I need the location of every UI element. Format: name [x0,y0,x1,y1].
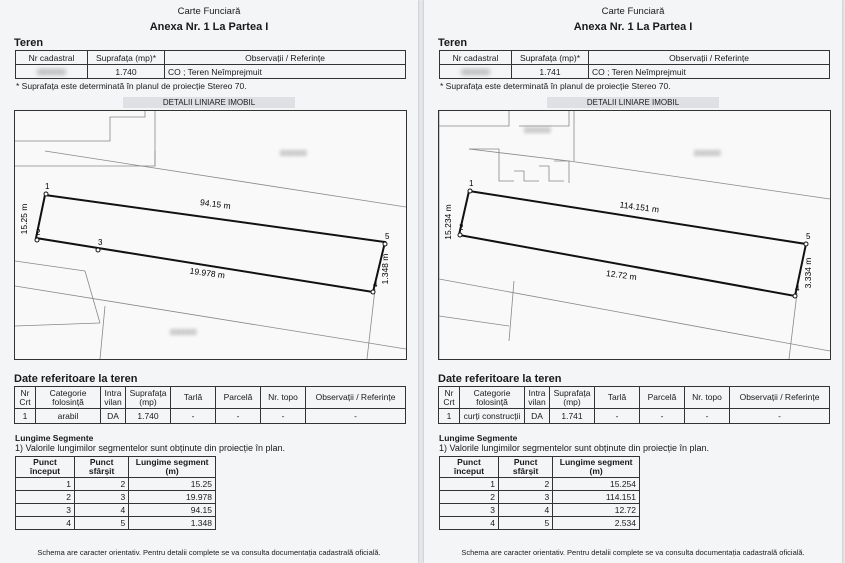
table-row [16,517,216,530]
ref-table-header [439,387,830,409]
segment-length-label: 1.348 m [380,253,390,285]
ref-header-0: Nr Crt [439,387,460,409]
segments-cell: 4 [74,504,128,517]
teren-title: Teren [14,37,44,49]
ref-header-6: Nr. topo [685,387,730,409]
ref-cell-3: 1.740 [126,409,171,424]
ref-cell-0: 1 [15,409,36,424]
segments-cell: 4 [16,517,75,530]
teren-nr-cadastral: 000000 [16,65,88,79]
footer-note: Schema are caracter orientativ. Pentru detalii complete se va consulta documentația cadastrală oficială. [37,548,381,557]
neighbor-id-1: 000000 [280,149,307,158]
parcel-plan-svg [15,111,406,359]
segments-header-cell: Punct sfârșit [74,457,128,478]
vertex-marker [793,294,797,298]
teren-suprafata: 1.741 [512,65,589,79]
segments-cell: 3 [16,504,75,517]
table-row [440,478,640,491]
segments-cell: 15.25 [129,478,216,491]
vertex-marker [35,238,39,242]
ref-table [14,386,406,424]
ref-title: Date referitoare la teren [438,373,562,385]
segment-length-label: 3.334 m [803,257,813,289]
segment-length-label: 19.978 m [189,265,226,281]
segments-cell: 19.978 [129,491,216,504]
table-row [16,491,216,504]
ref-cell-2: DA [101,409,126,424]
segments-cell: 2 [498,478,552,491]
seg-title: Lungime Segmente [15,433,94,443]
vertex-label: 5 [806,232,811,241]
plan-label-text: DETALII LINIARE IMOBIL [547,97,719,108]
segments-header-cell: Punct început [16,457,75,478]
vertex-marker [468,189,472,193]
document-page-left [0,0,418,563]
seg-note: 1) Valorile lungimilor segmentelor sunt obținute din proiecție în plan. [15,443,285,453]
doc-subtitle: Anexa Nr. 1 La Partea I [149,21,269,33]
segments-cell: 2 [74,478,128,491]
doc-header: Carte Funciară [177,6,241,17]
vertex-label: 3 [98,238,103,247]
vertex-label: 1 [469,179,474,188]
ref-cell-5: - [640,409,685,424]
teren-observatii: CO ; Teren Neîmprejmuit [589,65,830,79]
segments-header-cell: Punct început [440,457,499,478]
seg-title: Lungime Segmente [439,433,518,443]
parcel-plan [438,110,831,360]
vertex-label: 2 [36,228,41,237]
ref-cell-6: - [685,409,730,424]
ref-header-3: Suprafața (mp) [126,387,171,409]
segments-table [15,456,216,530]
table-row [16,478,216,491]
ref-table-header [15,387,406,409]
neighbor-id-1: 000000 [524,126,551,135]
ref-header-0: Nr Crt [15,387,36,409]
parcel-plan [14,110,407,360]
segments-cell: 94.15 [129,504,216,517]
segments-cell: 114.151 [553,491,640,504]
vertex-label: 4 [795,284,800,293]
ref-cell-1: curți construcții [460,409,525,424]
ref-cell-7: - [730,409,830,424]
ref-header-5: Parcelă [216,387,261,409]
ref-header-2: Intra vilan [525,387,550,409]
segments-cell: 12.72 [553,504,640,517]
ref-header-1: Categorie folosință [36,387,101,409]
teren-header-observatii: Observații / Referințe [589,51,830,65]
segment-length-label: 114.151 m [619,199,660,215]
vertex-marker [96,248,100,252]
segments-cell: 5 [498,517,552,530]
projection-note: * Suprafața este determinată în planul de proiecție Stereo 70. [16,81,247,91]
segments-cell: 3 [440,504,499,517]
ref-cell-1: arabil [36,409,101,424]
vertex-label: 2 [459,223,464,232]
segments-cell: 5 [74,517,128,530]
footer-note: Schema are caracter orientativ. Pentru detalii complete se va consulta documentația cadastrală oficială. [461,548,805,557]
ref-cell-4: - [171,409,216,424]
plan-label [0,98,418,107]
document-page-right [424,0,842,563]
ref-cell-6: - [261,409,306,424]
projection-note: * Suprafața este determinată în planul de proiecție Stereo 70. [440,81,671,91]
vertex-marker [44,192,48,196]
ref-header-7: Observații / Referințe [730,387,830,409]
teren-header-nr: Nr cadastral [440,51,512,65]
segments-cell: 1.348 [129,517,216,530]
parcel-plan-svg [439,111,830,359]
segments-cell: 15.254 [553,478,640,491]
ref-header-1: Categorie folosință [460,387,525,409]
segment-length-label: 12.72 m [605,268,638,282]
ref-table-row [439,409,830,424]
ref-cell-0: 1 [439,409,460,424]
ref-header-4: Tarlă [171,387,216,409]
teren-header-suprafata: Suprafața (mp)* [512,51,589,65]
segments-cell: 1 [16,478,75,491]
ref-cell-2: DA [525,409,550,424]
teren-nr-cadastral: 000000 [440,65,512,79]
segments-cell: 3 [74,491,128,504]
plan-annotations [443,179,813,298]
ref-header-5: Parcelă [640,387,685,409]
segments-header [440,457,640,478]
neighbor-id-2: 000000 [694,149,721,158]
teren-suprafata: 1.740 [88,65,165,79]
table-row [440,491,640,504]
ref-title: Date referitoare la teren [14,373,138,385]
plan-label-text: DETALII LINIARE IMOBIL [123,97,295,108]
vertex-marker [371,290,375,294]
segment-length-label: 15.234 m [443,204,453,240]
ref-cell-5: - [216,409,261,424]
neighbor-boundaries [439,111,830,359]
ref-header-4: Tarlă [595,387,640,409]
segments-table [439,456,640,530]
table-row [440,517,640,530]
table-row [16,504,216,517]
ref-header-6: Nr. topo [261,387,306,409]
segments-cell: 1 [440,478,499,491]
neighbor-boundaries [15,111,406,359]
segments-cell: 4 [440,517,499,530]
teren-observatii: CO ; Teren Neîmprejmuit [165,65,406,79]
segments-cell: 3 [498,491,552,504]
ref-cell-7: - [306,409,406,424]
table-row [440,504,640,517]
segments-cell: 2 [440,491,499,504]
neighbor-id-2: 000000 [170,328,197,337]
segments-header [16,457,216,478]
ref-header-7: Observații / Referințe [306,387,406,409]
teren-header-observatii: Observații / Referințe [165,51,406,65]
segment-length-label: 94.15 m [199,197,232,211]
segments-header-cell: Lungime segment (m) [129,457,216,478]
segments-cell: 2.534 [553,517,640,530]
ref-header-3: Suprafața (mp) [550,387,595,409]
vertex-label: 1 [45,182,50,191]
vertex-marker [458,233,462,237]
segment-length-label: 15.25 m [19,203,29,235]
teren-title: Teren [438,37,468,49]
vertex-marker [383,242,387,246]
doc-header: Carte Funciară [601,6,665,17]
segments-header-cell: Lungime segment (m) [553,457,640,478]
ref-cell-4: - [595,409,640,424]
ref-cell-3: 1.741 [550,409,595,424]
ref-table-row [15,409,406,424]
plan-label [424,98,842,107]
doc-subtitle: Anexa Nr. 1 La Partea I [573,21,693,33]
vertex-label: 4 [373,280,378,289]
segments-cell: 2 [16,491,75,504]
ref-table [438,386,830,424]
ref-header-2: Intra vilan [101,387,126,409]
teren-table [439,50,830,79]
vertex-label: 5 [385,232,390,241]
seg-note: 1) Valorile lungimilor segmentelor sunt obținute din proiecție în plan. [439,443,709,453]
vertex-marker [804,242,808,246]
teren-header-suprafata: Suprafața (mp)* [88,51,165,65]
teren-header-nr: Nr cadastral [16,51,88,65]
teren-table [15,50,406,79]
segments-header-cell: Punct sfârșit [498,457,552,478]
segments-cell: 4 [498,504,552,517]
